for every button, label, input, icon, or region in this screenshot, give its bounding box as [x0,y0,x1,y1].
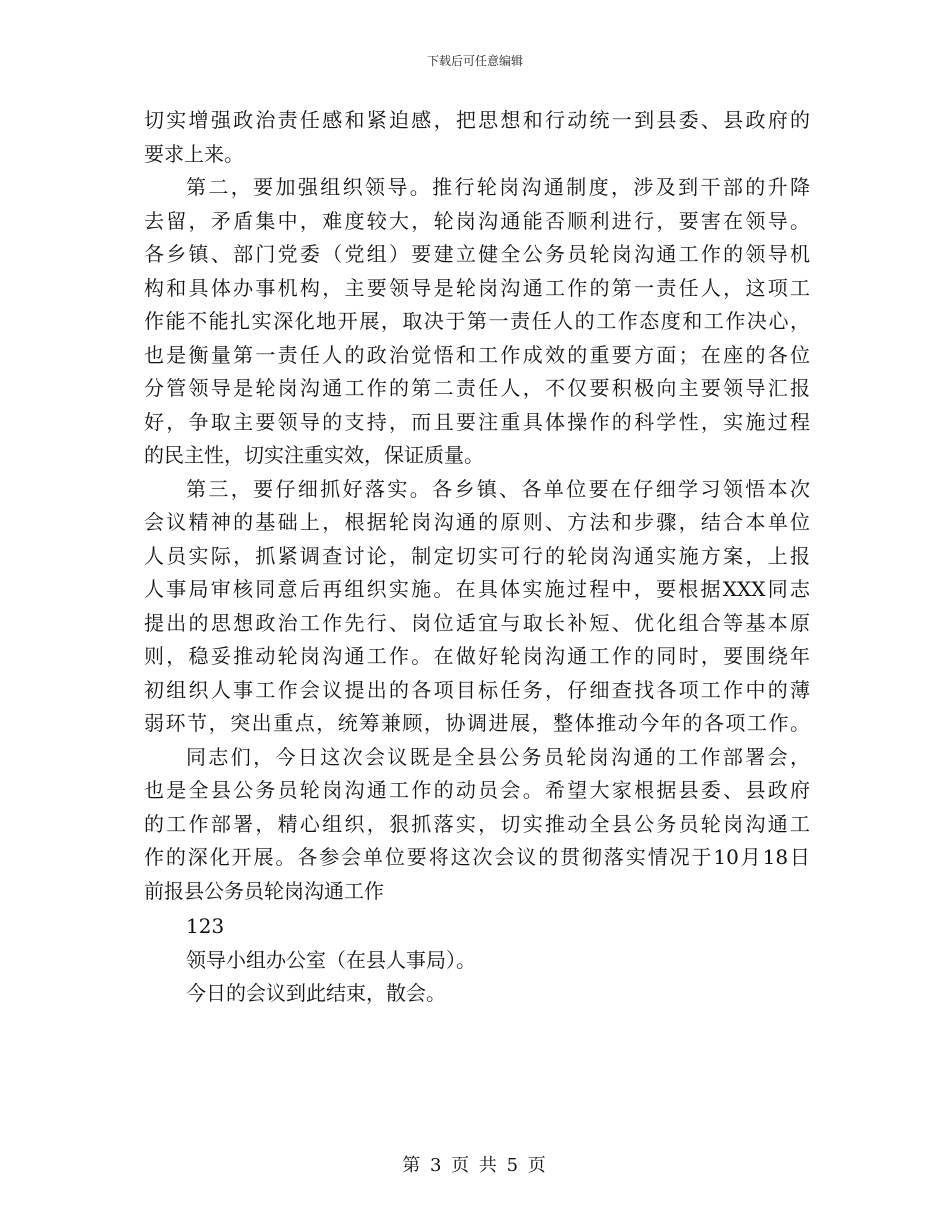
body-line: 好，争取主要领导的支持，而且要注重具体操作的科学性，实施过程 [144,409,810,434]
body-line: 会议精神的基础上，根据轮岗沟通的原则、方法和步骤，结合本单位 [144,510,810,534]
body-line: 前报县公务员轮岗沟通工作 [144,878,384,903]
body-line: 要求上来。 [144,141,244,166]
page-number: 第 3 页 共 5 页 [402,1155,548,1176]
body-line: 切实增强政治责任感和紧迫感，把思想和行动统一到县委、县政府的 [144,108,810,132]
body-line: 人事局审核同意后再组织实施。在具体实施过程中，要根据XXX同志 [144,577,810,601]
body-line: 也是全县公务员轮岗沟通工作的动员会。希望大家根据县委、县政府 [144,778,810,802]
body-line: 的民主性，切实注重实效，保证质量。 [144,443,484,467]
body-line: 领导小组办公室（在县人事局）。 [186,947,476,972]
document-body [144,104,810,1011]
body-line: 今日的会议到此结束，散会。 [186,981,446,1005]
body-line: 作的深化开展。各参会单位要将这次会议的贯彻落实情况于10月18日 [144,845,810,869]
body-line: 分管领导是轮岗沟通工作的第二责任人，不仅要积极向主要领导汇报 [144,376,810,400]
body-line: 则，稳妥推动轮岗沟通工作。在做好轮岗沟通工作的同时，要围绕年 [144,644,810,668]
body-line: 构和具体办事机构，主要领导是轮岗沟通工作的第一责任人，这项工 [144,275,810,300]
body-line: 123 [186,914,225,938]
body-line: 提出的思想政治工作先行、岗位适宜与取长补短、优化组合等基本原 [144,610,810,635]
body-line: 同志们，今日这次会议既是全县公务员轮岗沟通的工作部署会， [186,744,810,769]
body-line: 弱环节，突出重点，统筹兼顾，协调进展，整体推动今年的各项工作。 [144,711,810,735]
body-line: 人员实际，抓紧调查讨论，制定切实可行的轮岗沟通实施方案，上报 [144,543,810,568]
body-line: 去留，矛盾集中，难度较大，轮岗沟通能否顺利进行，要害在领导。 [144,208,810,233]
body-line: 也是衡量第一责任人的政治觉悟和工作成效的重要方面；在座的各位 [144,342,810,367]
body-line: 各乡镇、部门党委（党组）要建立健全公务员轮岗沟通工作的领导机 [144,242,810,266]
body-line: 的工作部署，精心组织，狠抓落实，切实推动全县公务员轮岗沟通工 [144,811,810,836]
body-line: 作能不能扎实深化地开展，取决于第一责任人的工作态度和工作决心， [144,309,810,333]
page-header-note: 下载后可任意编辑 [426,54,523,68]
body-line: 第二，要加强组织领导。推行轮岗沟通制度，涉及到干部的升降 [186,175,810,199]
body-line: 第三，要仔细抓好落实。各乡镇、各单位要在仔细学习领悟本次 [186,476,810,501]
body-line: 初组织人事工作会议提出的各项目标任务，仔细查找各项工作中的薄 [144,677,810,702]
